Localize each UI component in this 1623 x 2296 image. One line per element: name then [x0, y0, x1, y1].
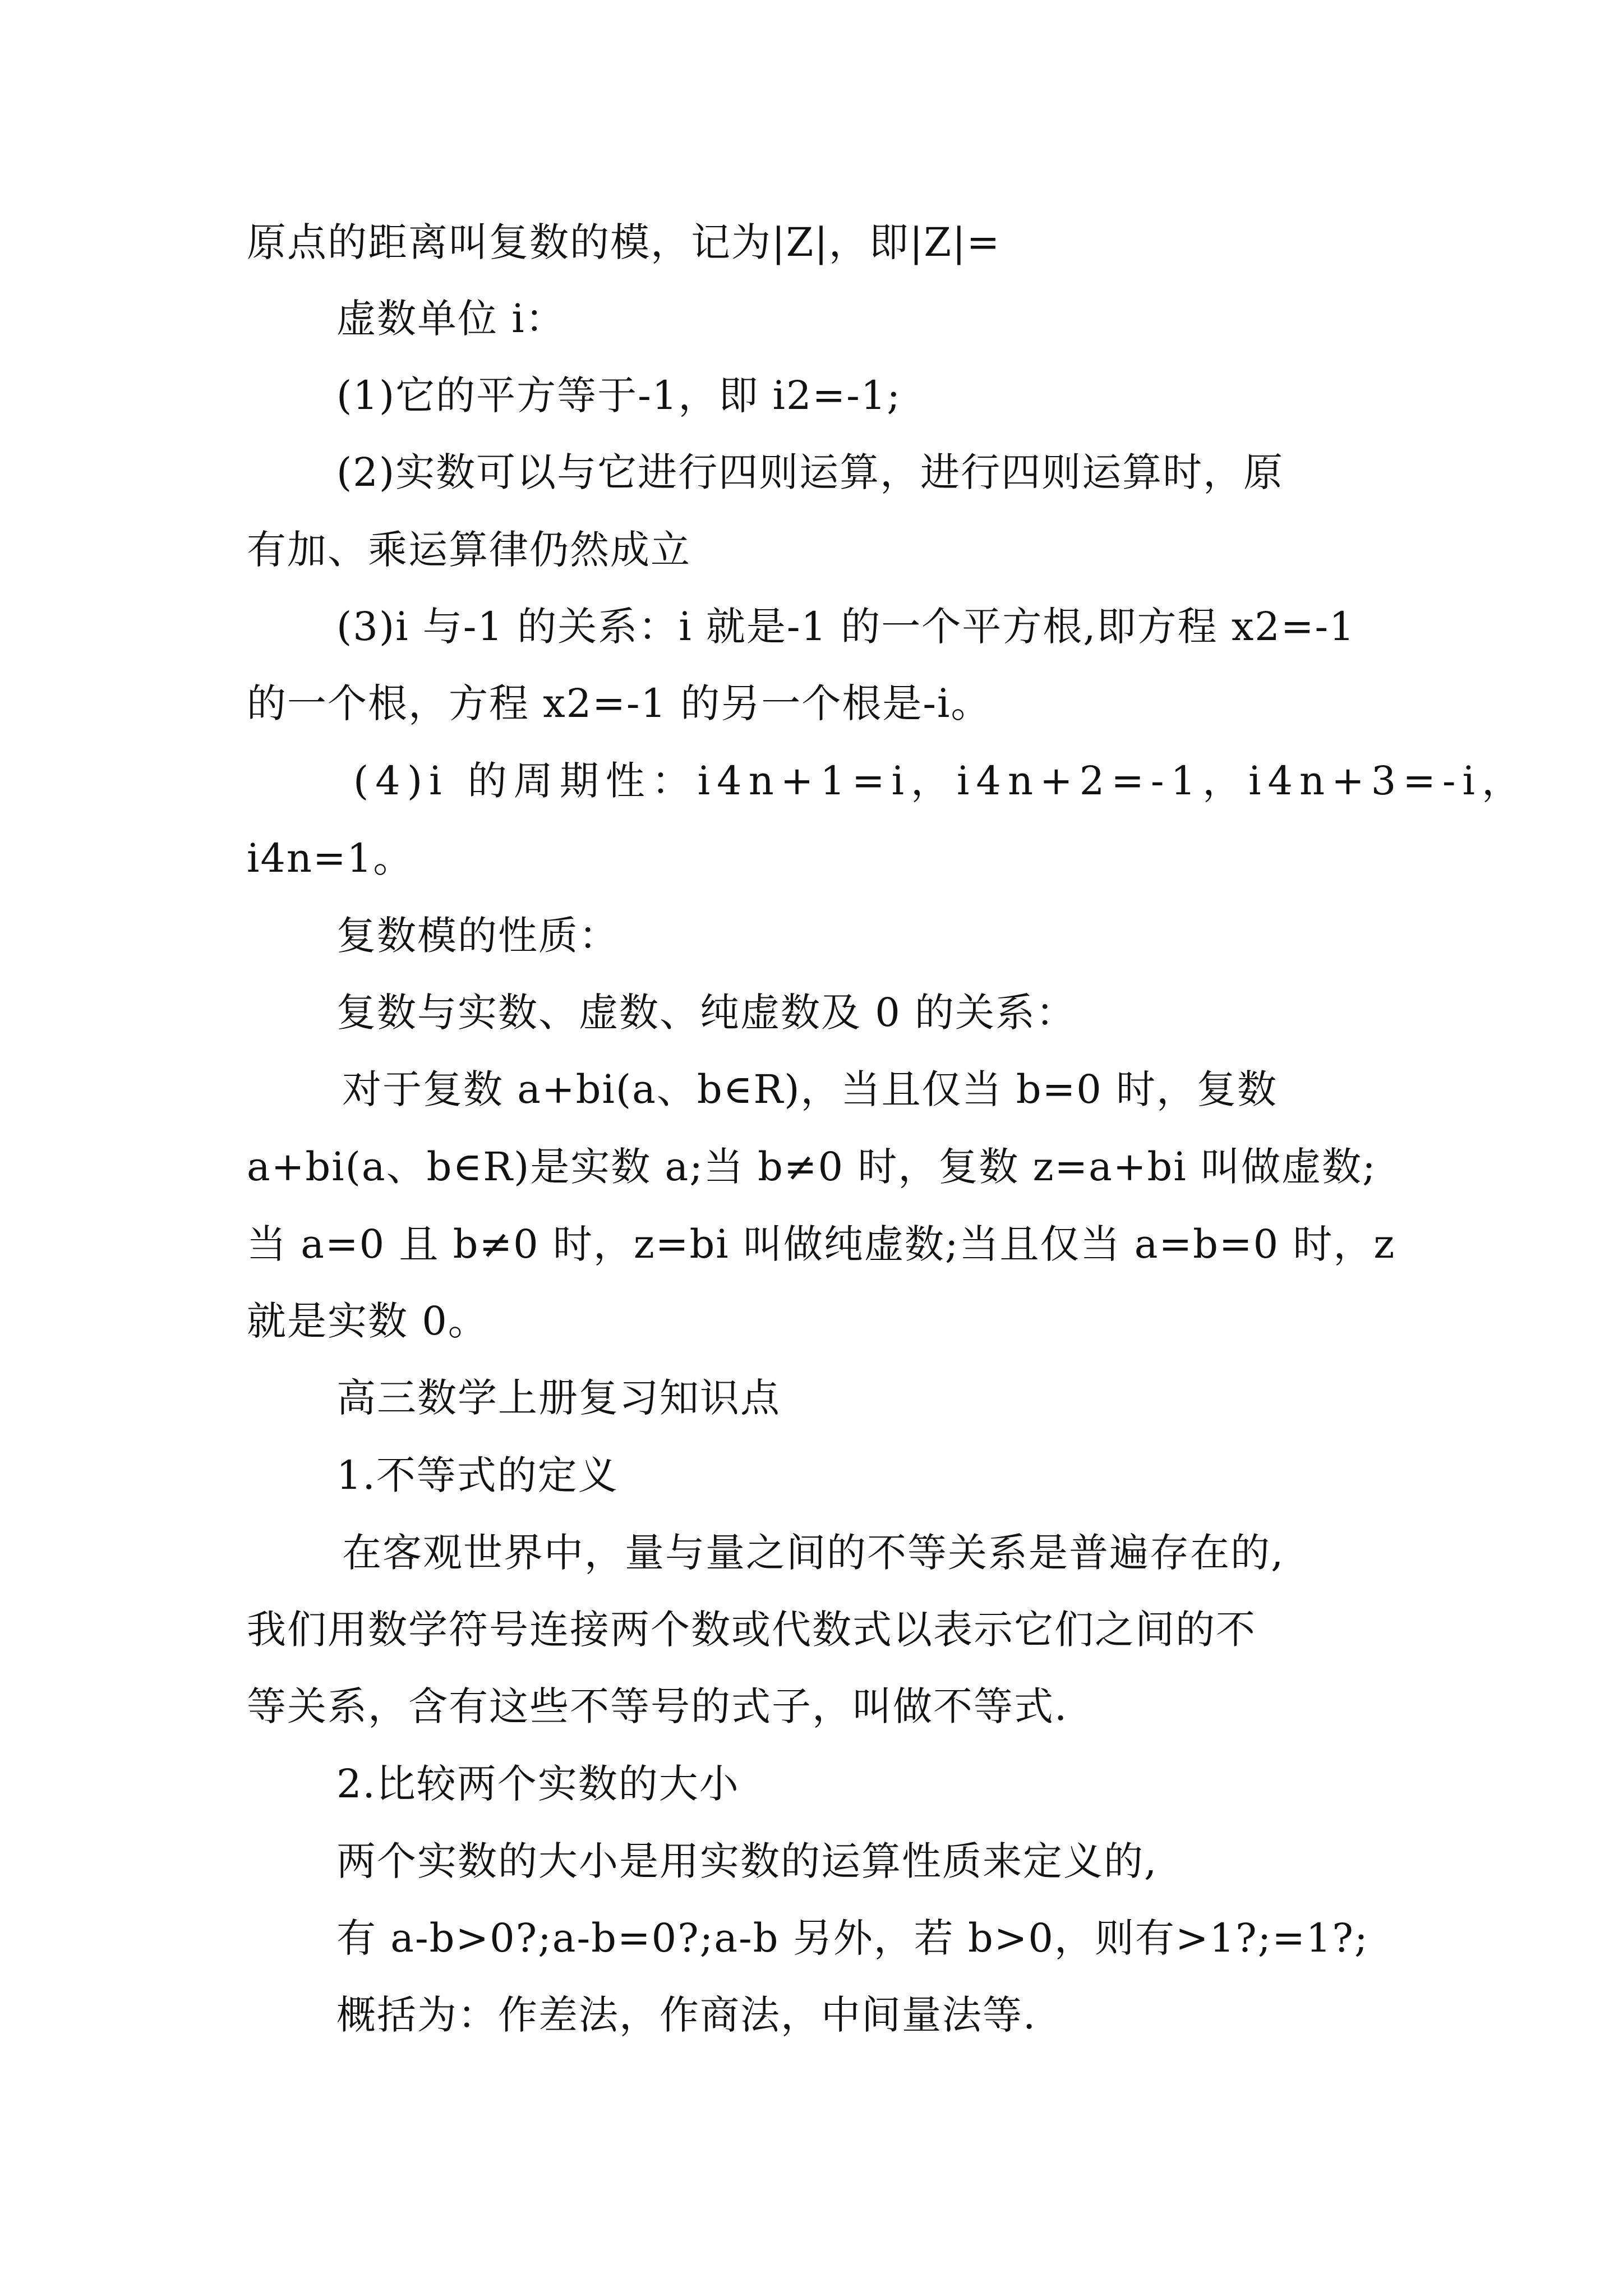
text-line-20: 等关系，含有这些不等号的式子，叫做不等式. [247, 1683, 1068, 1729]
text-line-2: 虚数单位 i： [336, 296, 566, 342]
text-line-23: 有 a-b>0?;a-b=0?;a-b 另外，若 b>0，则有>1?;=1?; [336, 1915, 1369, 1961]
text-line-8: (4)i 的周期性：i4n+1=i，i4n+2=-1，i4n+3=-i， [353, 758, 1528, 804]
text-line-16: 高三数学上册复习知识点 [336, 1375, 781, 1421]
text-line-6: (3)i 与-1 的关系：i 就是-1 的一个平方根,即方程 x2=-1 [336, 604, 1355, 650]
text-line-7: 的一个根，方程 x2=-1 的另一个根是-i。 [247, 680, 992, 726]
text-line-14: 当 a=0 且 b≠0 时，z=bi 叫做纯虚数;当且仅当 a=b=0 时，z [247, 1221, 1396, 1267]
text-line-4: (2)实数可以与它进行四则运算，进行四则运算时，原 [336, 449, 1284, 495]
text-line-11: 复数与实数、虚数、纯虚数及 0 的关系： [336, 990, 1077, 1036]
text-line-3: (1)它的平方等于-1，即 i2=-1; [336, 372, 901, 418]
text-line-21: 2.比较两个实数的大小 [336, 1761, 740, 1807]
text-line-9: i4n=1。 [247, 835, 414, 881]
text-line-1: 原点的距离叫复数的模，记为|Z|，即|Z|= [247, 219, 1001, 265]
text-line-12: 对于复数 a+bi(a、b∈R)，当且仅当 b=0 时，复数 [342, 1066, 1278, 1112]
text-line-10: 复数模的性质： [336, 913, 619, 959]
text-line-18: 在客观世界中，量与量之间的不等关系是普遍存在的, [342, 1530, 1285, 1576]
text-line-24: 概括为：作差法，作商法，中间量法等. [336, 1992, 1037, 2038]
text-line-19: 我们用数学符号连接两个数或代数式以表示它们之间的不 [247, 1607, 1256, 1653]
text-line-13: a+bi(a、b∈R)是实数 a;当 b≠0 时，复数 z=a+bi 叫做虚数; [247, 1144, 1377, 1190]
text-line-5: 有加、乘运算律仍然成立 [247, 527, 691, 573]
text-line-17: 1.不等式的定义 [336, 1452, 619, 1498]
text-line-22: 两个实数的大小是用实数的运算性质来定义的, [336, 1838, 1158, 1884]
text-line-15: 就是实数 0。 [247, 1298, 488, 1344]
